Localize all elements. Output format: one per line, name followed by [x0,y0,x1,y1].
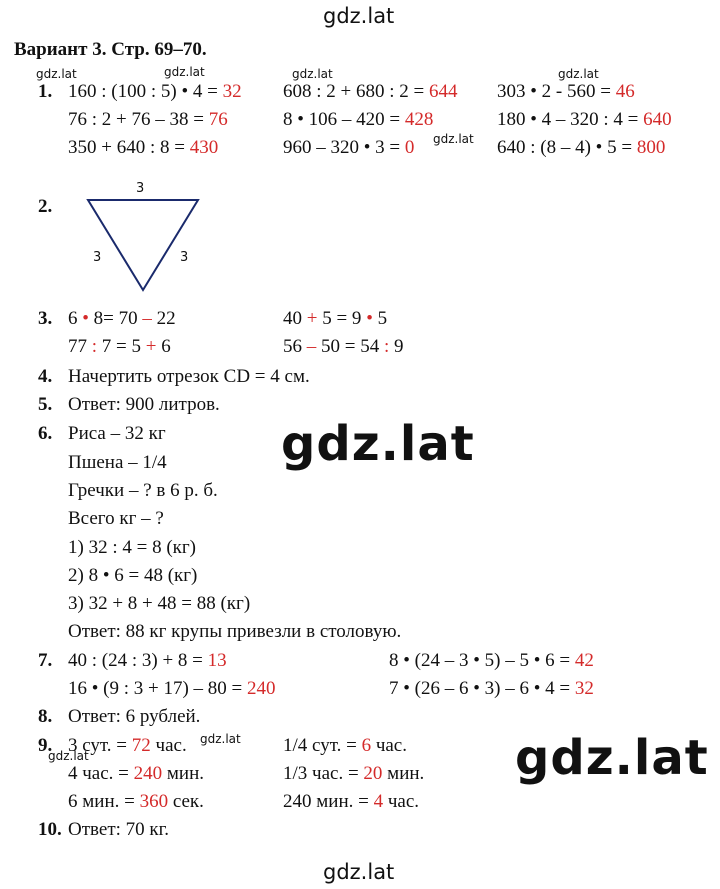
task-9-number: 9. [38,735,53,756]
page-title: Вариант 3. Стр. 69–70. [14,39,207,60]
watermark-small: gdz.lat [36,67,77,81]
task-3-eq-3: 77 : 7 = 5 + 6 [68,336,171,357]
task-1-expr-8: 180 • 4 – 320 : 4 = 640 [497,109,672,130]
task-1-expr-4: 608 : 2 + 680 : 2 = 644 [283,81,458,102]
watermark-small: gdz.lat [292,67,333,81]
task-3-eq-2: 40 + 5 = 9 • 5 [283,308,388,329]
task-1-expr-5: 8 • 106 – 420 = 428 [283,109,434,130]
task-9-conv-1: 3 сут. = 72 час. [68,735,187,756]
triangle-shape [88,200,198,290]
task-3-number: 3. [38,308,53,329]
task-1-expr-2: 76 : 2 + 76 – 38 = 76 [68,109,228,130]
task-6-number: 6. [38,423,53,444]
task-1-expr-6: 960 – 320 • 3 = 0 [283,137,415,158]
task-6-line: 1) 32 : 4 = 8 (кг) [68,537,196,558]
task-7-expr-3: 8 • (24 – 3 • 5) – 5 • 6 = 42 [389,650,594,671]
task-2-number: 2. [38,196,53,217]
task-6-line: Всего кг – ? [68,508,164,529]
watermark-small: gdz.lat [164,65,205,79]
watermark-big-right: gdz.lat [515,730,709,786]
task-9-conv-6: 240 мин. = 4 час. [283,791,419,812]
task-1-expr-1: 160 : (100 : 5) • 4 = 32 [68,81,242,102]
task-9-conv-5: 1/3 час. = 20 мин. [283,763,425,784]
task-1-expr-7: 303 • 2 - 560 = 46 [497,81,635,102]
task-1-number: 1. [38,81,53,102]
task-6-line: 3) 32 + 8 + 48 = 88 (кг) [68,593,251,614]
task-6-answer: Ответ: 88 кг крупы привезли в столовую. [68,621,402,642]
task-4-text: Начертить отрезок CD = 4 см. [68,366,310,387]
task-1-expr-3: 350 + 640 : 8 = 430 [68,137,219,158]
watermark-small: gdz.lat [48,749,89,763]
task-10-text: Ответ: 70 кг. [68,819,170,840]
watermark-small: gdz.lat [558,67,599,81]
task-5-number: 5. [38,394,53,415]
task-7-expr-1: 40 : (24 : 3) + 8 = 13 [68,650,227,671]
triangle-side-left: 3 [93,250,102,265]
task-6-line: Гречки – ? в 6 р. б. [68,480,218,501]
task-3-eq-1: 6 • 8= 70 – 22 [68,308,176,329]
triangle-side-top: 3 [136,181,145,196]
triangle-figure [80,172,210,297]
watermark-small: gdz.lat [433,132,474,146]
task-1-expr-9: 640 : (8 – 4) • 5 = 800 [497,137,666,158]
task-7-expr-2: 16 • (9 : 3 + 17) – 80 = 240 [68,678,276,699]
task-3-eq-4: 56 – 50 = 54 : 9 [283,336,404,357]
task-7-expr-4: 7 • (26 – 6 • 3) – 6 • 4 = 32 [389,678,594,699]
task-6-line: Риса – 32 кг [68,423,166,444]
watermark-big-center: gdz.lat [281,416,475,472]
task-4-number: 4. [38,366,53,387]
triangle-side-right: 3 [180,250,189,265]
task-9-conv-2: 4 час. = 240 мин. [68,763,204,784]
watermark-small: gdz.lat [200,732,241,746]
task-10-number: 10. [38,819,62,840]
watermark-top: gdz.lat [323,4,395,28]
task-8-text: Ответ: 6 рублей. [68,706,201,727]
watermark-bottom: gdz.lat [323,860,395,884]
task-6-line: Пшена – 1/4 [68,452,167,473]
task-9-conv-3: 6 мин. = 360 сек. [68,791,204,812]
task-5-text: Ответ: 900 литров. [68,394,220,415]
task-9-conv-4: 1/4 сут. = 6 час. [283,735,407,756]
task-6-line: 2) 8 • 6 = 48 (кг) [68,565,198,586]
task-7-number: 7. [38,650,53,671]
task-8-number: 8. [38,706,53,727]
